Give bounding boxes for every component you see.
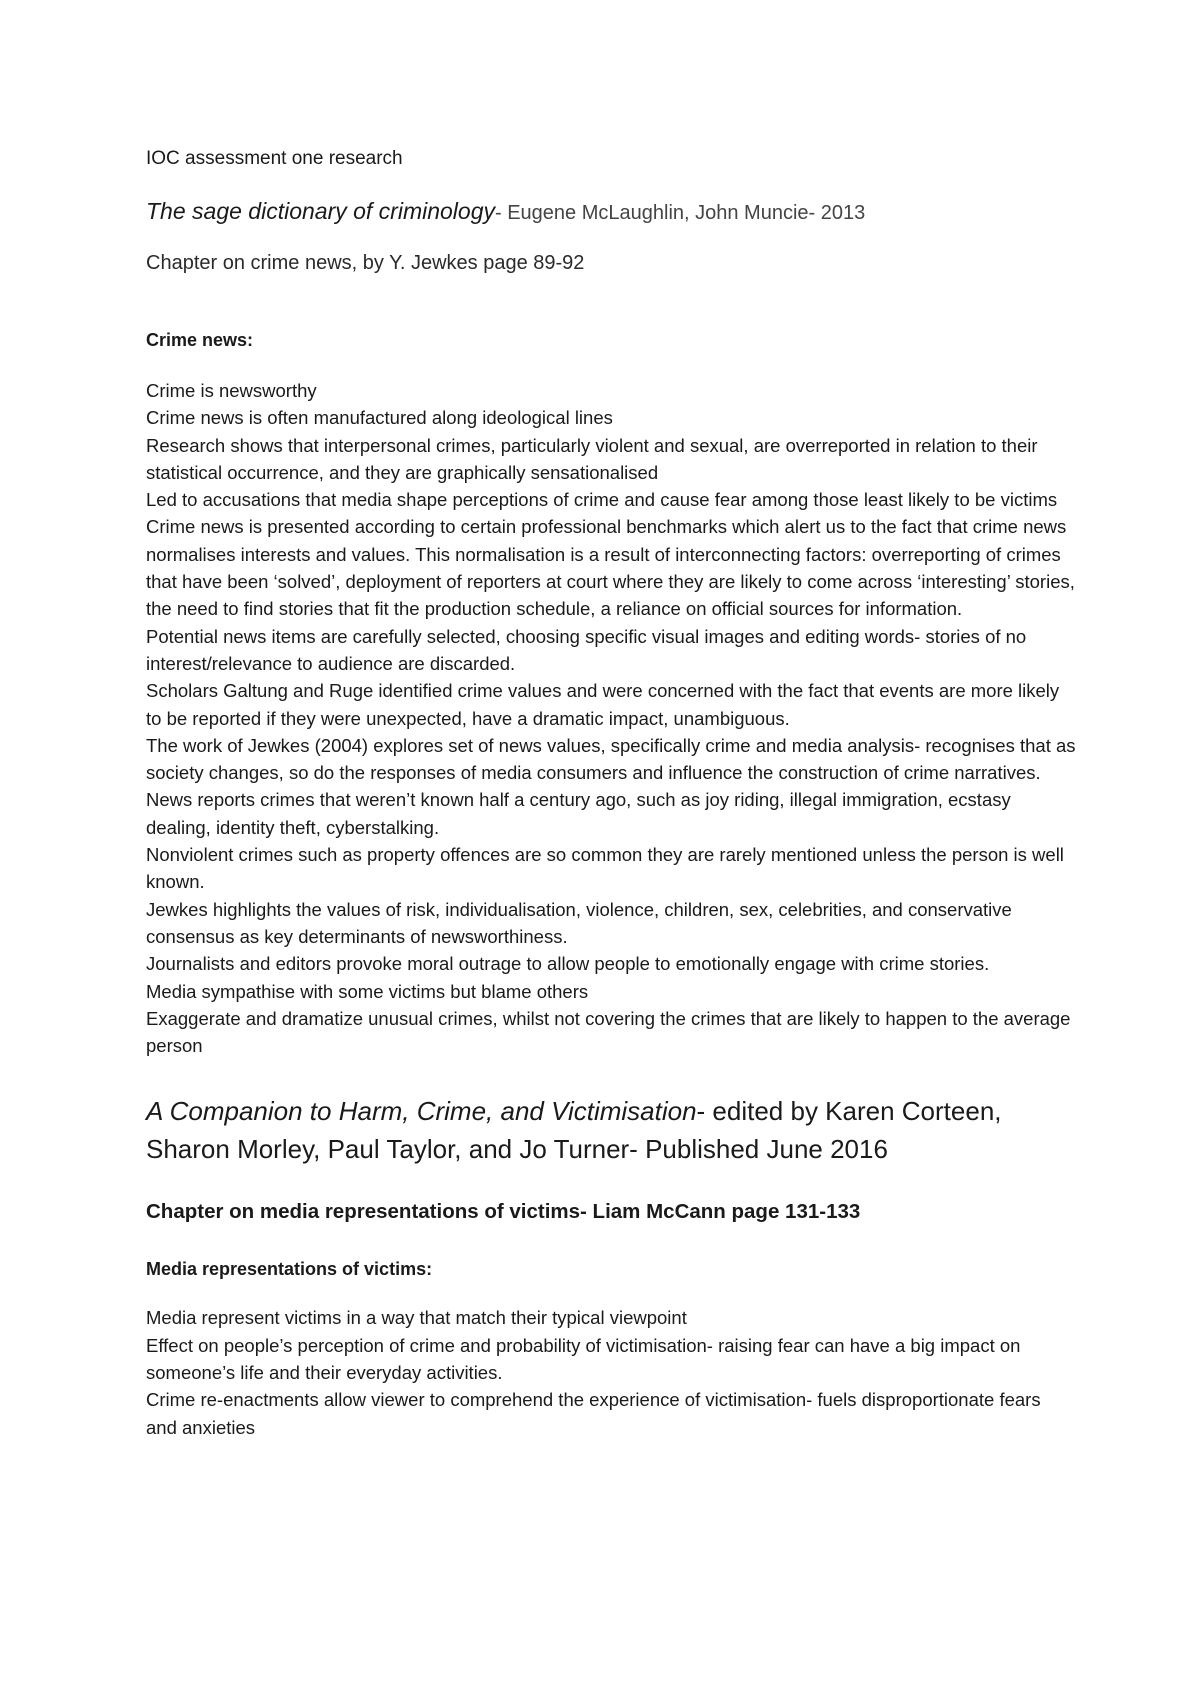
note-item: News reports crimes that weren’t known half a century ago, such as joy riding, illegal immigration, ecstasy dealing, identity theft, cyberstalking.: [146, 789, 1011, 838]
note-item: Effect on people’s perception of crime and probability of victimisation- raising fear can have a big impact on someone’s life and their everyday activities.: [146, 1334, 1021, 1384]
document-body: [146, 146, 1076, 1441]
source2-citation: [146, 1092, 1076, 1168]
source2-title: A Companion to Harm, Crime, and Victimisation: [146, 1096, 697, 1127]
source1-citation: [146, 195, 1076, 229]
note-item: Media represent victims in a way that match their typical viewpoint: [146, 1307, 687, 1329]
source1-title: The sage dictionary of criminology: [146, 198, 495, 224]
source1-section-heading: Crime news:: [146, 330, 254, 350]
note-item: Research shows that interpersonal crimes, particularly violent and sexual, are overreported in relation to their statistical occurrence, and they are graphically sensationalised: [146, 434, 1038, 483]
source2-authors: - edited by Karen Corteen, Sharon Morley, Paul Taylor, and Jo Turner- Published June 2016: [146, 1096, 1002, 1165]
source2-section-heading: Media representations of victims:: [146, 1259, 433, 1280]
note-item: Led to accusations that media shape perceptions of crime and cause fear among those least likely to be victims: [146, 489, 1058, 511]
note-item: Nonviolent crimes such as property offences are so common they are rarely mentioned unless the person is well known.: [146, 844, 1064, 893]
source1-chapter: Chapter on crime news, by Y. Jewkes page 89-92: [146, 252, 585, 274]
source1-notes-list: [146, 377, 1076, 1059]
note-item: Crime re-enactments allow viewer to comprehend the experience of victimisation- fuels disproportionate fears and anxieties: [146, 1389, 1041, 1438]
note-item: Crime is newsworthy: [146, 380, 317, 401]
note-item: Media sympathise with some victims but blame others: [146, 980, 589, 1002]
note-item: Scholars Galtung and Ruge identified crime values and were concerned with the fact that events are more likely to be reported if they were unexpected, have a dramatic impact, unambiguous.: [146, 680, 1060, 729]
note-item: Jewkes highlights the values of risk, individualisation, violence, children, sex, celebrities, and conservative consensus as key determinants of newsworthiness.: [146, 898, 1012, 947]
note-item: The work of Jewkes (2004) explores set of news values, specifically crime and media analysis- recognises that as society changes, so do the responses of media consumers and influence the construction of crime narratives.: [146, 734, 1076, 784]
note-item: Exaggerate and dramatize unusual crimes, whilst not covering the crimes that are likely to happen to the average person: [146, 1007, 1071, 1057]
note-item: Journalists and editors provoke moral outrage to allow people to emotionally engage with crime stories.: [146, 953, 990, 975]
document-label: IOC assessment one research: [146, 148, 403, 169]
source1-authors: - Eugene McLaughlin, John Muncie- 2013: [495, 202, 866, 224]
note-item: Potential news items are carefully selected, choosing specific visual images and editing words- stories of no interest/relevance to audience are discarded.: [146, 625, 1027, 674]
source2-notes-list: [146, 1304, 1076, 1440]
note-item: Crime news is presented according to certain professional benchmarks which alert us to the fact that crime news normalises interests and values. This normalisation is a result of interconnecting factors: overreporting of crimes that have been ‘solved’, deployment of reporters at court where they are likely to come across ‘interesting’ stories, the need to find stories that fit the production schedule, a reliance on official sources for information.: [146, 516, 1075, 620]
note-item: Crime news is often manufactured along ideological lines: [146, 407, 613, 429]
source2-chapter: Chapter on media representations of victims- Liam McCann page 131-133: [146, 1200, 861, 1224]
